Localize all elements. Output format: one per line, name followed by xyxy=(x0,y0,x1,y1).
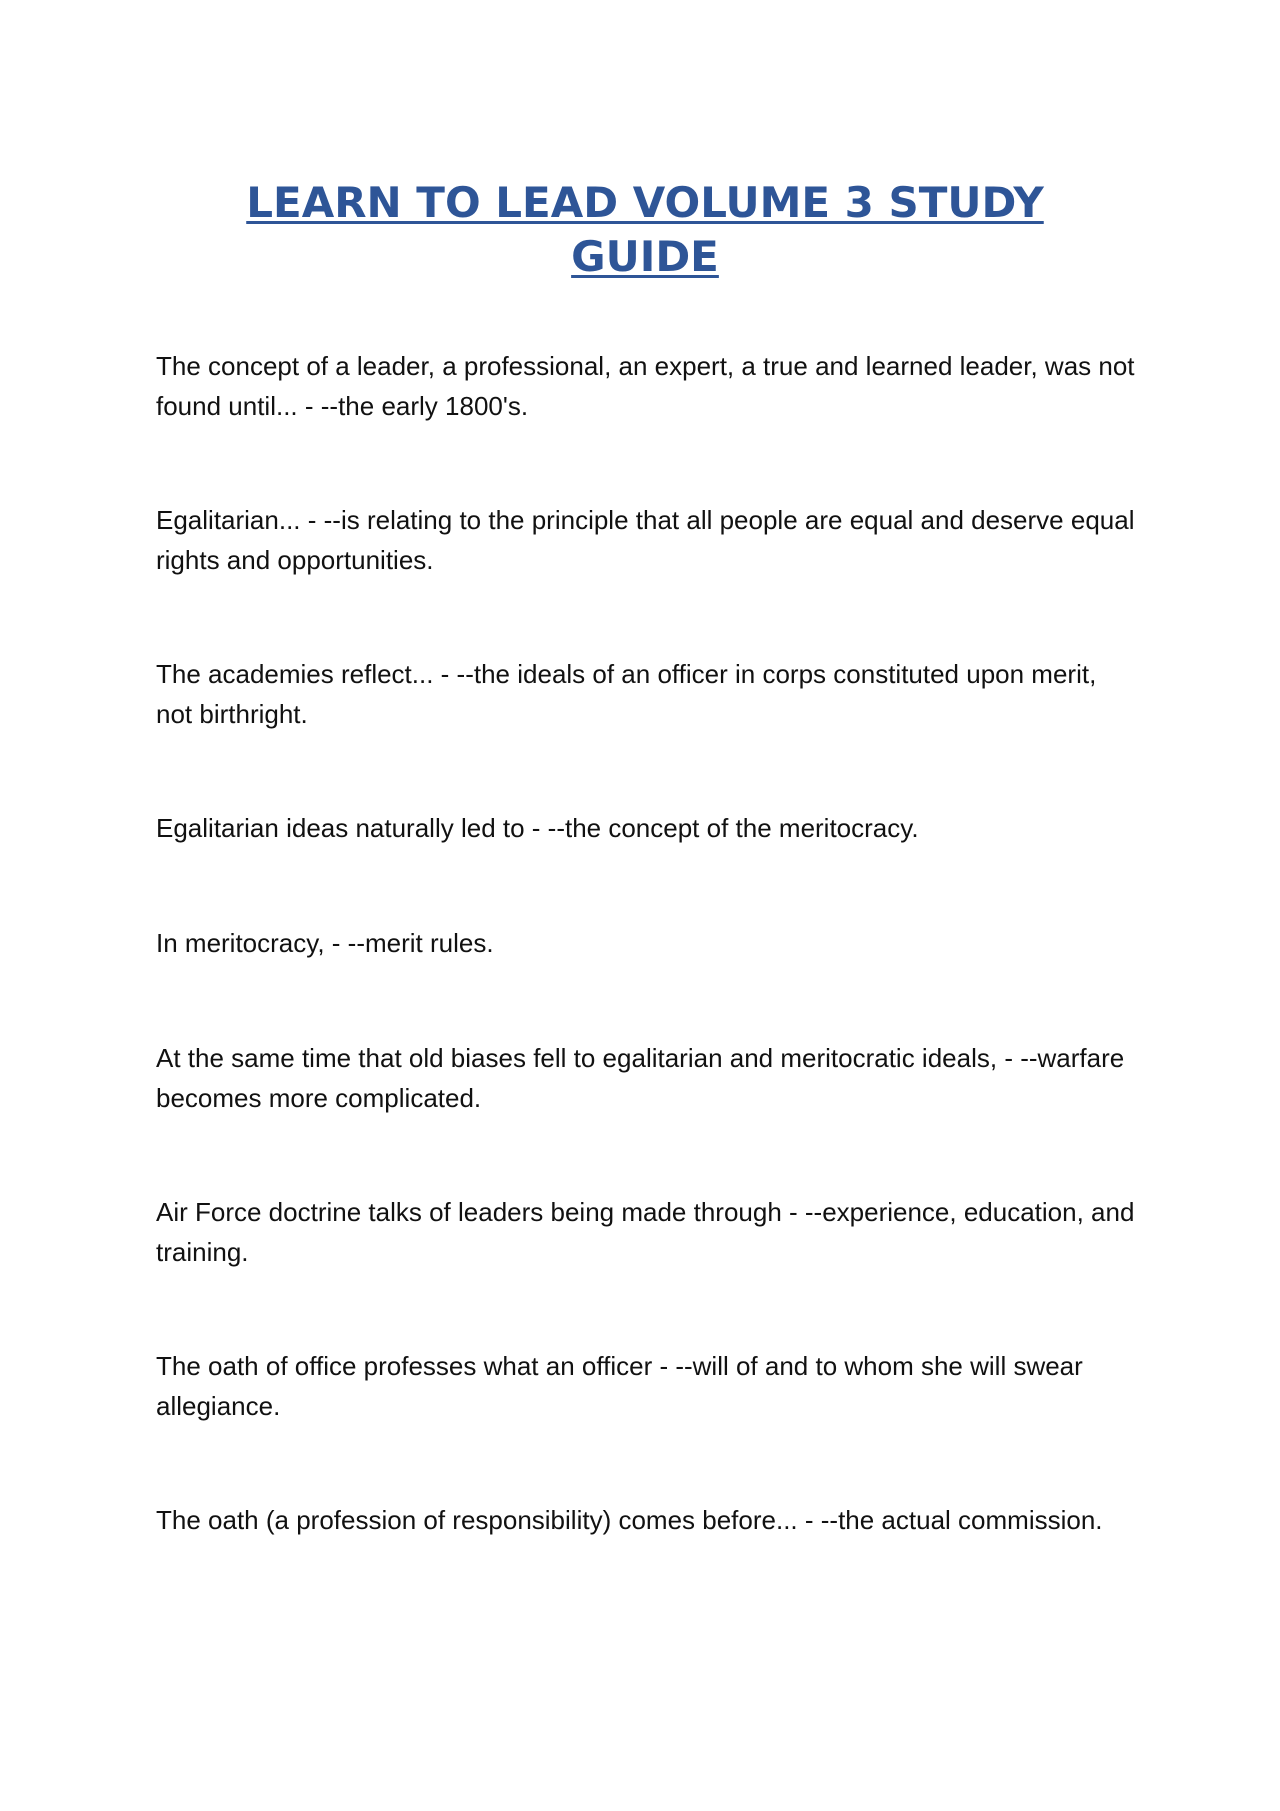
study-entry: In meritocracy, - --merit rules. xyxy=(156,928,494,958)
study-entry: The academies reflect... - --the ideals of an officer in corps constituted upon merit, not birthright. xyxy=(156,659,1097,729)
study-entry: Air Force doctrine talks of leaders being made through - --experience, education, and training. xyxy=(156,1197,1135,1267)
study-entry: The oath of office professes what an officer - --will of and to whom she will swear allegiance. xyxy=(156,1351,1083,1421)
study-entry: The concept of a leader, a professional, an expert, a true and learned leader, was not found until... - --the early 1800's. xyxy=(156,351,1135,421)
page-title: LEARN TO LEAD VOLUME 3 STUDY GUIDE xyxy=(246,178,1044,281)
study-entry: Egalitarian... - --is relating to the principle that all people are equal and deserve equal rights and opportunities. xyxy=(156,505,1135,575)
study-entry: At the same time that old biases fell to egalitarian and meritocratic ideals, - --warfare becomes more complicated. xyxy=(156,1043,1125,1113)
study-entry: Egalitarian ideas naturally led to - --the concept of the meritocracy. xyxy=(156,813,919,843)
study-entry: The oath (a profession of responsibility) comes before... - --the actual commission. xyxy=(156,1505,1103,1535)
